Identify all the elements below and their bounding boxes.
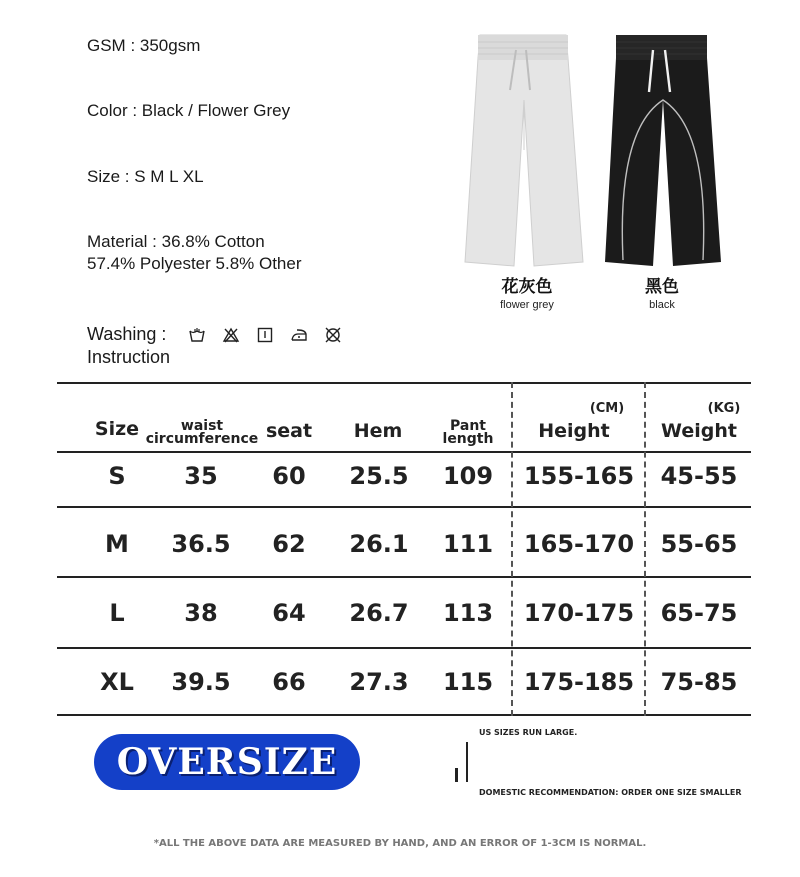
table-cell-hem: 27.3 bbox=[349, 668, 409, 696]
table-cell-height: 155-165 bbox=[523, 462, 635, 490]
header-weight: Weight bbox=[661, 420, 737, 442]
header-height: Height bbox=[538, 420, 610, 442]
fit-note-divider bbox=[466, 742, 468, 782]
table-cell-weight: 55-65 bbox=[660, 530, 738, 558]
header-pant-line2: length bbox=[442, 431, 494, 447]
do-not-dry-clean-icon bbox=[324, 326, 342, 344]
table-cell-waist: 39.5 bbox=[171, 668, 231, 696]
fit-note-recommendation: DOMESTIC RECOMMENDATION: ORDER ONE SIZE SMALLER bbox=[479, 788, 742, 797]
table-cell-weight: 65-75 bbox=[660, 599, 738, 627]
table-divider-height bbox=[511, 382, 513, 716]
table-cell-length: 111 bbox=[442, 530, 494, 558]
table-cell-height: 175-185 bbox=[523, 668, 635, 696]
table-cell-length: 115 bbox=[442, 668, 494, 696]
table-cell-size: M bbox=[105, 530, 129, 558]
table-cell-seat: 64 bbox=[272, 599, 306, 627]
washing-label-line1: Washing : bbox=[87, 324, 167, 344]
black-pants-image bbox=[603, 30, 723, 270]
table-cell-waist: 35 bbox=[184, 462, 218, 490]
washing-instruction-label bbox=[87, 323, 170, 369]
table-row-rule bbox=[57, 506, 751, 508]
flower-grey-label-cn: 花灰色 bbox=[501, 277, 553, 297]
size-spec: Size : S M L XL bbox=[87, 167, 204, 186]
measurement-disclaimer: *ALL THE ABOVE DATA ARE MEASURED BY HAND, AND AN ERROR OF 1-3CM IS NORMAL. bbox=[153, 838, 647, 849]
flower-grey-label-en: flower grey bbox=[500, 299, 554, 311]
table-cell-waist: 38 bbox=[184, 599, 218, 627]
table-row-rule bbox=[57, 576, 751, 578]
table-bottom-rule bbox=[57, 714, 751, 716]
black-label bbox=[602, 277, 722, 313]
table-cell-hem: 26.1 bbox=[349, 530, 409, 558]
table-cell-length: 113 bbox=[442, 599, 494, 627]
header-size: Size bbox=[94, 418, 140, 440]
table-cell-seat: 66 bbox=[272, 668, 306, 696]
washing-label-line2: Instruction bbox=[87, 347, 171, 367]
header-waist-line2: circumference bbox=[145, 431, 259, 447]
wash-icons-row bbox=[188, 326, 342, 344]
material-spec-line1: Material : 36.8% Cotton bbox=[87, 232, 265, 251]
header-pant-line1: Pant bbox=[450, 418, 486, 434]
table-row-rule bbox=[57, 647, 751, 649]
table-cell-height: 170-175 bbox=[523, 599, 635, 627]
table-cell-hem: 25.5 bbox=[349, 462, 409, 490]
table-cell-seat: 62 bbox=[272, 530, 306, 558]
table-cell-size: S bbox=[108, 462, 126, 490]
color-spec: Color : Black / Flower Grey bbox=[87, 101, 291, 120]
hand-wash-icon bbox=[188, 326, 206, 344]
iron-icon bbox=[290, 326, 308, 344]
material-spec-line2: 57.4% Polyester 5.8% Other bbox=[87, 254, 302, 273]
header-seat: seat bbox=[265, 420, 313, 442]
black-label-en: black bbox=[649, 299, 675, 311]
header-pant-length bbox=[435, 420, 501, 446]
flower-grey-label bbox=[467, 277, 587, 313]
black-label-cn: 黑色 bbox=[645, 277, 679, 297]
table-top-rule bbox=[57, 382, 751, 384]
flower-grey-pants-image bbox=[458, 30, 588, 270]
table-header-rule bbox=[57, 451, 751, 453]
gsm-spec: GSM : 350gsm bbox=[87, 36, 201, 55]
table-cell-size: XL bbox=[100, 668, 134, 696]
table-cell-height: 165-170 bbox=[523, 530, 635, 558]
table-divider-weight bbox=[644, 382, 646, 716]
header-height-unit: (CM) bbox=[589, 401, 625, 416]
tumble-dry-icon bbox=[256, 326, 274, 344]
table-cell-size: L bbox=[109, 599, 125, 627]
table-cell-length: 109 bbox=[442, 462, 494, 490]
oversize-badge: OVERSIZE bbox=[94, 734, 360, 790]
header-hem: Hem bbox=[353, 420, 403, 442]
size-chart-table bbox=[57, 382, 751, 716]
do-not-bleach-icon bbox=[222, 326, 240, 344]
header-waist-line1: waist bbox=[180, 418, 224, 434]
header-waist bbox=[143, 420, 261, 446]
table-cell-waist: 36.5 bbox=[171, 530, 231, 558]
table-cell-seat: 60 bbox=[272, 462, 306, 490]
table-cell-weight: 75-85 bbox=[660, 668, 738, 696]
table-cell-hem: 26.7 bbox=[349, 599, 409, 627]
fit-note-marker bbox=[455, 768, 458, 782]
table-cell-weight: 45-55 bbox=[660, 462, 738, 490]
fit-note-us-sizes: US SIZES RUN LARGE. bbox=[479, 728, 578, 737]
header-weight-unit: (KG) bbox=[707, 401, 741, 416]
